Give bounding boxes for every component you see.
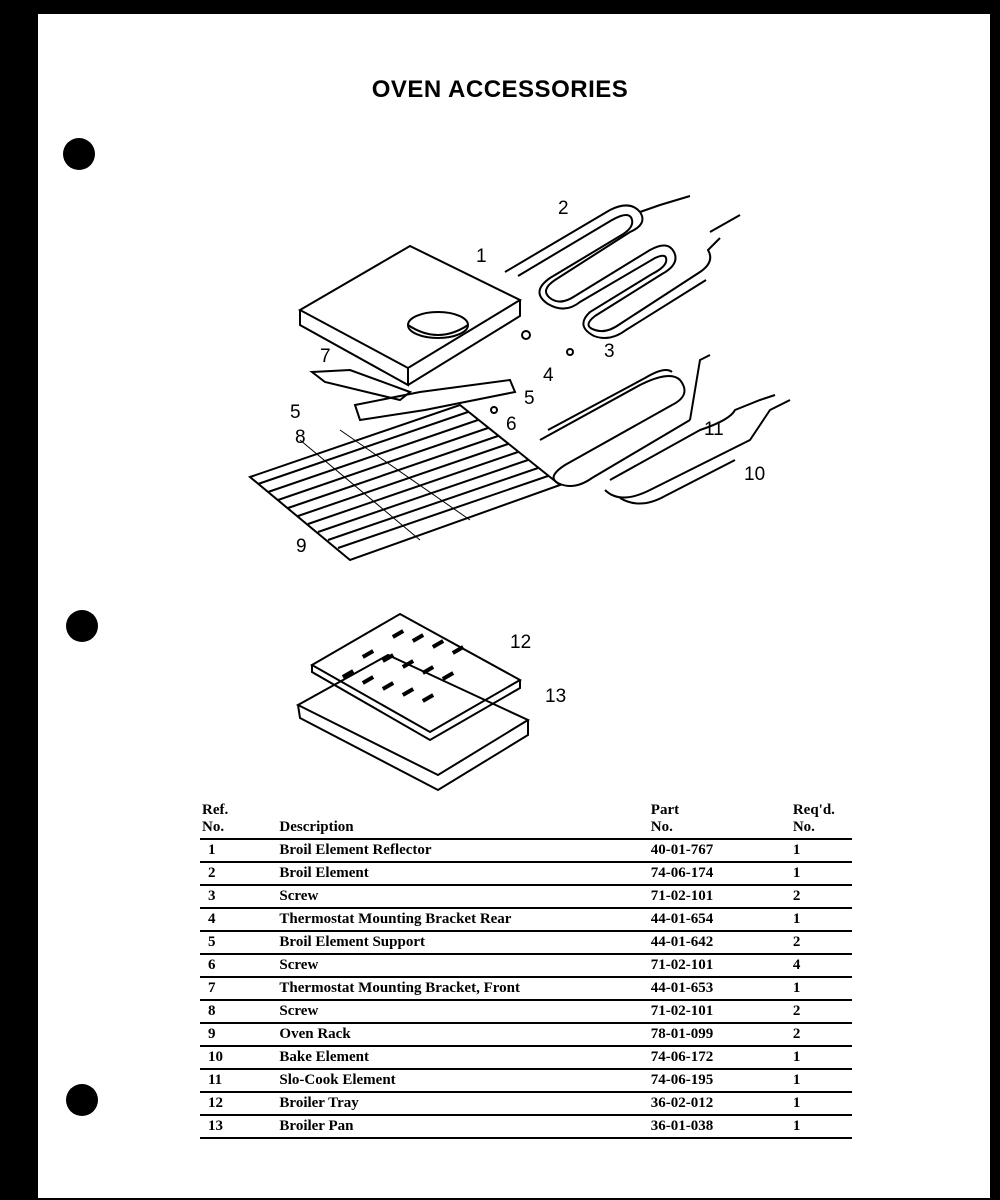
broil-element-reflector-drawing — [300, 246, 520, 385]
table-row: 3 Screw 71-02-101 2 — [200, 885, 852, 908]
thermostat-bracket-front-drawing — [312, 370, 410, 400]
table-row: 12 Broiler Tray 36-02-012 1 — [200, 1092, 852, 1115]
screw-drawing — [522, 331, 530, 339]
table-row: 9 Oven Rack 78-01-099 2 — [200, 1023, 852, 1046]
callout-5-right: 5 — [524, 388, 535, 409]
callout-7: 7 — [320, 346, 331, 367]
screw-drawing — [491, 407, 497, 413]
callout-1: 1 — [476, 246, 487, 267]
callout-5-left: 5 — [290, 402, 301, 423]
callout-6: 6 — [506, 414, 517, 435]
callout-10: 10 — [744, 464, 766, 485]
table-row: 7 Thermostat Mounting Bracket, Front 44-01-653 1 — [200, 977, 852, 1000]
table-row: 1 Broil Element Reflector 40-01-767 1 — [200, 839, 852, 862]
callout-9: 9 — [296, 536, 307, 557]
callout-3: 3 — [604, 341, 615, 362]
table-row: 2 Broil Element 74-06-174 1 — [200, 862, 852, 885]
table-row: 4 Thermostat Mounting Bracket Rear 44-01-654 1 — [200, 908, 852, 931]
callout-13: 13 — [545, 686, 567, 707]
table-row: 10 Bake Element 74-06-172 1 — [200, 1046, 852, 1069]
parts-table — [200, 802, 852, 1139]
header-reqd: Req'd. No. — [791, 802, 852, 839]
table-row: 13 Broiler Pan 36-01-038 1 — [200, 1115, 852, 1138]
parts-table-header — [200, 802, 852, 839]
broil-element-drawing — [505, 196, 740, 338]
binder-hole-bottom — [66, 1084, 98, 1116]
callout-4: 4 — [543, 365, 554, 386]
table-row: 6 Screw 71-02-101 4 — [200, 954, 852, 977]
table-row: 11 Slo-Cook Element 74-06-195 1 — [200, 1069, 852, 1092]
page-title: OVEN ACCESSORIES — [371, 76, 629, 103]
callout-11: 11 — [704, 419, 724, 440]
header-ref: Ref. No. — [200, 802, 277, 839]
table-row: 8 Screw 71-02-101 2 — [200, 1000, 852, 1023]
callout-2: 2 — [558, 198, 569, 219]
header-description: Description — [277, 802, 648, 839]
callout-8: 8 — [295, 427, 306, 448]
header-part: Part No. — [649, 802, 791, 839]
callout-12: 12 — [510, 632, 532, 653]
screw-drawing — [567, 349, 573, 355]
table-row: 5 Broil Element Support 44-01-642 2 — [200, 931, 852, 954]
